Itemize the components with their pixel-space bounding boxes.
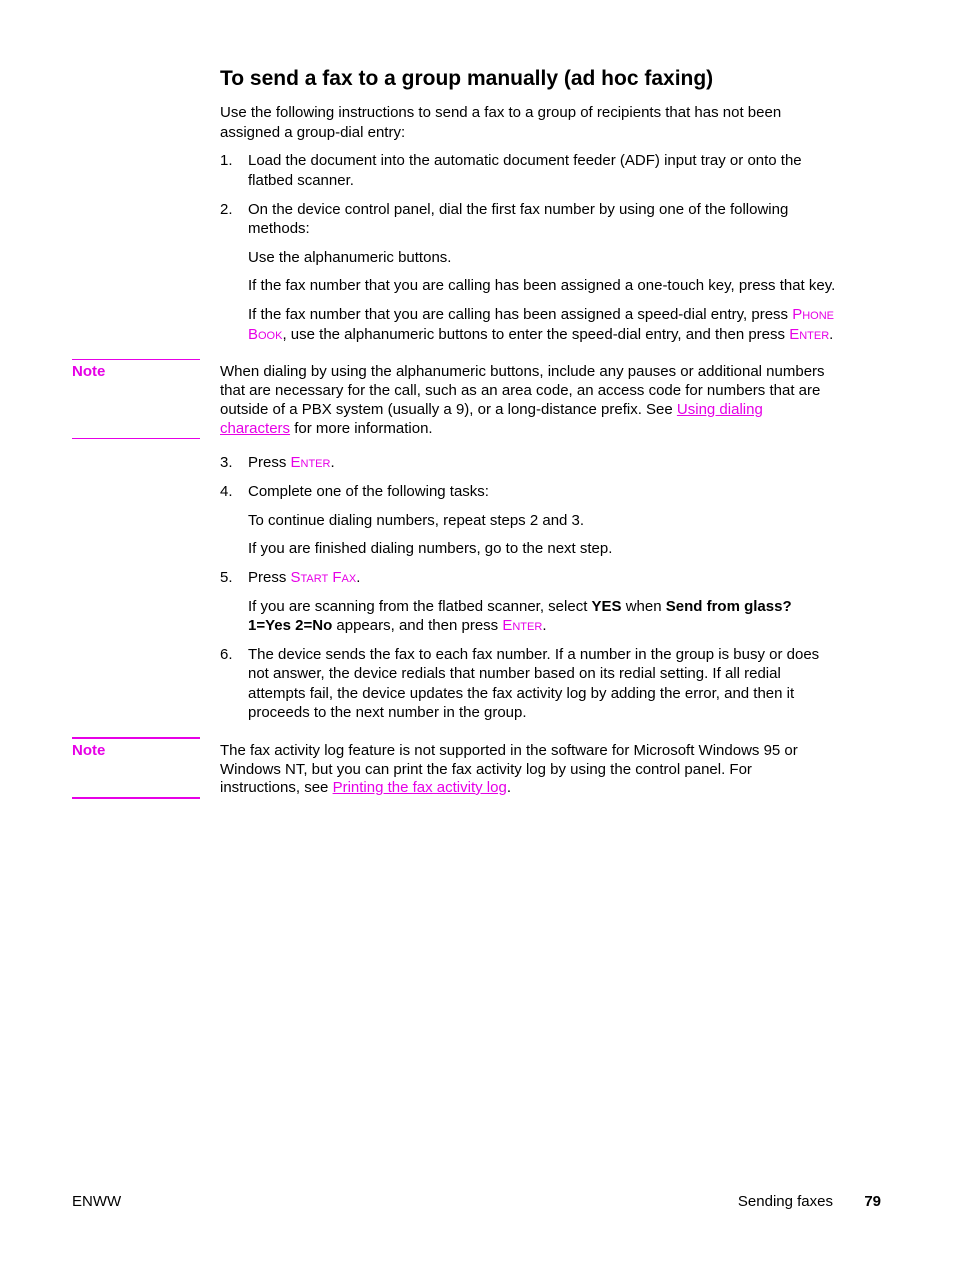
step-6-line-3: attempts fail, the device updates the fax activity log by adding the error, and then it (248, 685, 795, 702)
send-from-glass-prompt: Send from glass? (665, 598, 792, 615)
step-4-number: 4. (220, 483, 233, 500)
step-5-sub-line-2 (248, 616, 546, 635)
step-3-text: Press (248, 454, 291, 471)
step-6-line-1: The device sends the fax to each fax number. If a number in the group is busy or does (248, 646, 820, 663)
phone-key-label: Phone (792, 306, 835, 323)
footer-left: ENWW (72, 1193, 122, 1210)
note-1-line-2: that are necessary for the call, such as an area code, an access code for numbers that are (220, 382, 821, 399)
note-2-line-1: The fax activity log feature is not supported in the software for Microsoft Windows 95 or (220, 742, 798, 759)
step-6-line-2: not answer, the device redials that number based on its redial setting. If all redial (248, 665, 781, 682)
step-2-line-2: methods: (248, 220, 310, 237)
step-1-line-2: flatbed scanner. (248, 172, 354, 189)
step-4-line: Complete one of the following tasks: (248, 483, 489, 500)
step-5-sub-text-1: If you are scanning from the flatbed scanner, select (248, 598, 592, 615)
step-5-sub-text-2: when (621, 598, 666, 615)
note-2-line-3 (220, 778, 511, 797)
step-5-number: 5. (220, 569, 233, 586)
step-4-task-2: If you are finished dialing numbers, go to the next step. (248, 540, 613, 557)
note-1-text-4: for more information. (290, 420, 433, 437)
note-1-line-1: When dialing by using the alphanumeric buttons, include any pauses or additional numbers (220, 363, 825, 380)
step-5-sub-line-1 (248, 597, 792, 616)
start-fax-key: Start Fax (290, 569, 357, 586)
step-5-sub-text-3: appears, and then press (332, 617, 503, 634)
enter-key-label: Enter (789, 326, 830, 343)
note-2-bottom-rule (72, 797, 200, 799)
step-5-sub-period: . (542, 617, 547, 634)
printing-fax-activity-log-link[interactable]: Printing the fax activity log (332, 779, 507, 796)
step-1-number: 1. (220, 152, 233, 169)
book-key-label: Book (248, 326, 283, 343)
intro-line-2: assigned a group-dial entry: (220, 124, 406, 141)
step-5-text: Press (248, 569, 291, 586)
step-2-number: 2. (220, 201, 233, 218)
step-2-method-3-line-1 (248, 305, 834, 324)
using-dialing-characters-link-part-2[interactable]: characters (220, 420, 291, 437)
note-1-text-3: outside of a PBX system (usually a 9), or a long-distance prefix. See (220, 401, 677, 418)
method-3-text-2: , use the alphanumeric buttons to enter the speed-dial entry, and then press (282, 326, 790, 343)
note-2-period: . (506, 779, 511, 796)
step-2-line-1: On the device control panel, dial the first fax number by using one of the following (248, 201, 789, 218)
step-3-enter-key: Enter (290, 454, 331, 471)
note-2-top-rule (72, 737, 200, 739)
step-3-number: 3. (220, 454, 233, 471)
footer-section: Sending faxes (737, 1193, 833, 1210)
yes-no-prompt: 1=Yes 2=No (248, 617, 333, 634)
note-2-text-3: instructions, see (220, 779, 333, 796)
note-1-bottom-rule (72, 438, 200, 439)
step-6-line-4: proceeds to the next number in the group. (248, 704, 527, 721)
note-1-line-4 (220, 419, 433, 438)
step-5-period: . (356, 569, 361, 586)
note-1-line-3 (220, 400, 763, 419)
method-3-period: . (829, 326, 834, 343)
step-3-line (248, 453, 335, 472)
step-3-period: . (330, 454, 335, 471)
note-1-top-rule (72, 359, 200, 360)
step-2-method-1: Use the alphanumeric buttons. (248, 249, 452, 266)
step-2-method-3-line-2 (248, 325, 833, 344)
step-4-task-1: To continue dialing numbers, repeat steps 2 and 3. (248, 512, 585, 529)
yes-option: YES (591, 598, 622, 615)
note-1-label: Note (72, 363, 106, 380)
method-3-text: If the fax number that you are calling has been assigned a speed-dial entry, press (248, 306, 793, 323)
page-title: To send a fax to a group manually (ad hoc faxing) (220, 67, 714, 90)
using-dialing-characters-link-part-1[interactable]: Using dialing (676, 401, 763, 418)
page-number: 79 (864, 1193, 881, 1210)
intro-line-1: Use the following instructions to send a fax to a group of recipients that has not been (220, 104, 782, 121)
note-2-label: Note (72, 742, 106, 759)
step-2-method-2: If the fax number that you are calling has been assigned a one-touch key, press that key. (248, 277, 836, 294)
step-1-line-1: Load the document into the automatic document feeder (ADF) input tray or onto the (248, 152, 802, 169)
step-5-enter-key: Enter (502, 617, 543, 634)
note-2-line-2: Windows NT, but you can print the fax activity log by using the control panel. For (220, 761, 752, 778)
step-6-number: 6. (220, 646, 233, 663)
step-5-line (248, 568, 360, 587)
